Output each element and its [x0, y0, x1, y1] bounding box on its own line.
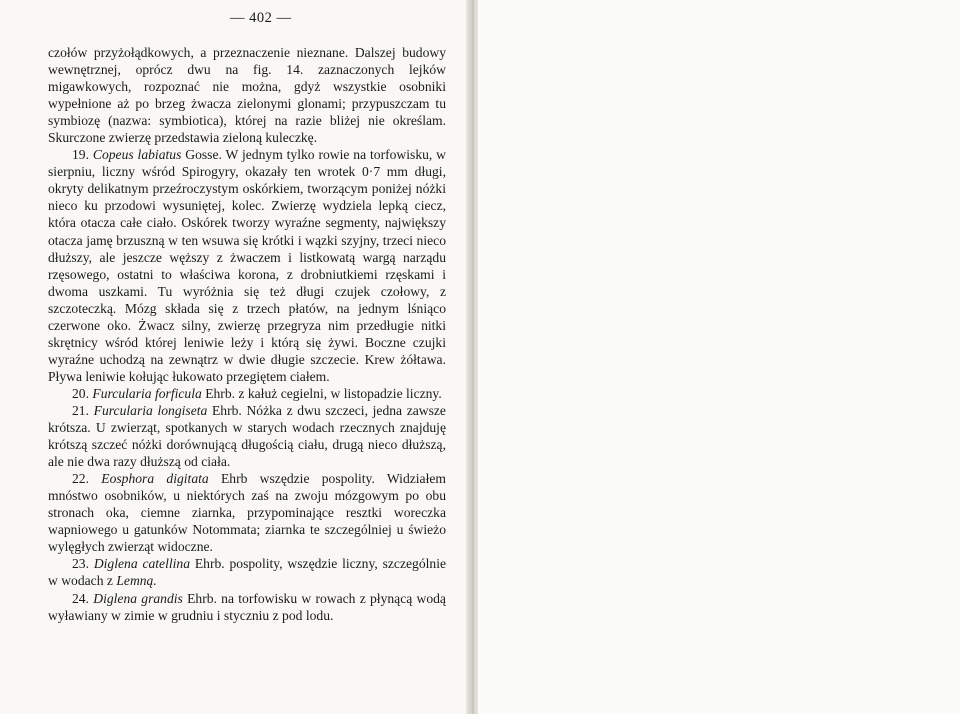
entry-text: na torfowisku w rowach z płynącą wodą wyławiany w zimie w grudniu i styczniu z pod lodu.: [48, 590, 446, 623]
entry-21: [48, 402, 446, 470]
left-page-text: [48, 44, 446, 624]
species-author: Gosse.: [185, 147, 222, 163]
right-page: [478, 0, 960, 714]
left-page: [0, 0, 470, 714]
entry-text: W jednym tylko rowie na torfowisku, w sierpniu, liczny wśród Spirogyry, okazały ten wrotek 0·7 mm długi, okryty delikatnym przeźroczystym oskórkiem, tworzącym poniżej nóżki nieco ku przodowi wysuniętej, kolec. Zwierzę wydziela lepką ciecz, która otacza całe ciało. Oskórek tworzy wyraźne segmenty, największy otacza jamę brzuszną w ten wsuwa się krótki i wązki szyjny, trzeci nieco dłuższy, ale jeszcze węższy z żwaczem i listkowatą wargą narządu rzęsowego, ostatni to właściwa korona, z drobniutkiemi rzęskami i dwoma uszkami. Tu wyróżnia się też długi czujek czołowy, z szczoteczką. Mózg składa się z trzech płatów, na jednym lśniąco czerwone oko. Żwacz silny, zwierzę przegryza nim przedługie nitki skrętnicy wśród której leniwie leży i którą się żywi. Boczne czujki wyraźne uchodzą na zewnątrz w dwie długie szczecie. Krew żółtawa. Pływa leniwie kołując łukowato przegiętem ciałem.: [48, 147, 447, 384]
entry-number: 20.: [72, 385, 89, 401]
species-name: Copeus labiatus: [92, 147, 182, 163]
entry-number: 23.: [72, 556, 89, 572]
species-name: Eosphora digitata: [101, 471, 209, 487]
species-name: Diglena grandis: [93, 590, 183, 606]
species-name: Furcularia longiseta: [93, 402, 208, 418]
entry-text: z kałuż cegielni, w listopadzie liczny.: [238, 385, 442, 401]
species-author: Ehrb.: [205, 385, 236, 401]
species-author: Ehrb.: [187, 590, 217, 606]
entry-text: pospolity, wszędzie liczny, szczególnie w wodach z: [48, 556, 447, 589]
entry-22: [48, 470, 446, 555]
species-name: Diglena catellina: [93, 556, 191, 572]
species-author: Ehrb: [220, 471, 248, 487]
entry-number: 24.: [72, 590, 89, 606]
entry-text-italic: Lemną.: [116, 573, 157, 589]
entry-19: [48, 146, 446, 385]
entry-number: 22.: [72, 471, 89, 487]
entry-23: [48, 555, 446, 589]
page-number-left: — 402 —: [230, 10, 292, 26]
paragraph-intro: czołów przyżołądkowych, a przeznaczenie nieznane. Dalszej budowy wewnętrznej, oprócz dwu na fig. 14. zaznaczonych lejków migawkowych, rozpoznać nie można, gdyż wszystkie osobniki wypełnione aż po brzeg żwacza zielonymi glonami; przypuszczam tu symbiozę (nazwa: symbiotica), której na razie bliżej nie określam. Skurczone zwierzę przedstawia zieloną kuleczkę.: [48, 45, 446, 146]
species-name: Furcularia forficula: [92, 385, 202, 401]
species-author: Ehrb.: [194, 556, 225, 572]
entry-number: 21.: [72, 402, 89, 418]
entry-20: [48, 385, 446, 402]
entry-text: wszędzie pospolity. Widziałem mnóstwo osobników, u niektórych zaś na zwoju mózgowym po obu stronach oka, ciemne ziarnka, przypominające resztki woreczka wapniowego u gatunków Notommata; ziarnka te szczególniej u świeżo wylęgłych zwierząt widoczne.: [48, 471, 446, 555]
entry-24: [48, 590, 446, 624]
entry-text: Nóżka z dwu szczeci, jedna zawsze krótsza. U zwierząt, spotkanych w starych wodach rzecznych znajduję krótszą szczeć nóżki dorównującą długością ciału, drugą nieco dłuższą, ale nie dwa razy dłuższą od ciała.: [48, 402, 446, 470]
species-author: Ehrb.: [211, 402, 242, 418]
entry-number: 19.: [72, 147, 89, 163]
